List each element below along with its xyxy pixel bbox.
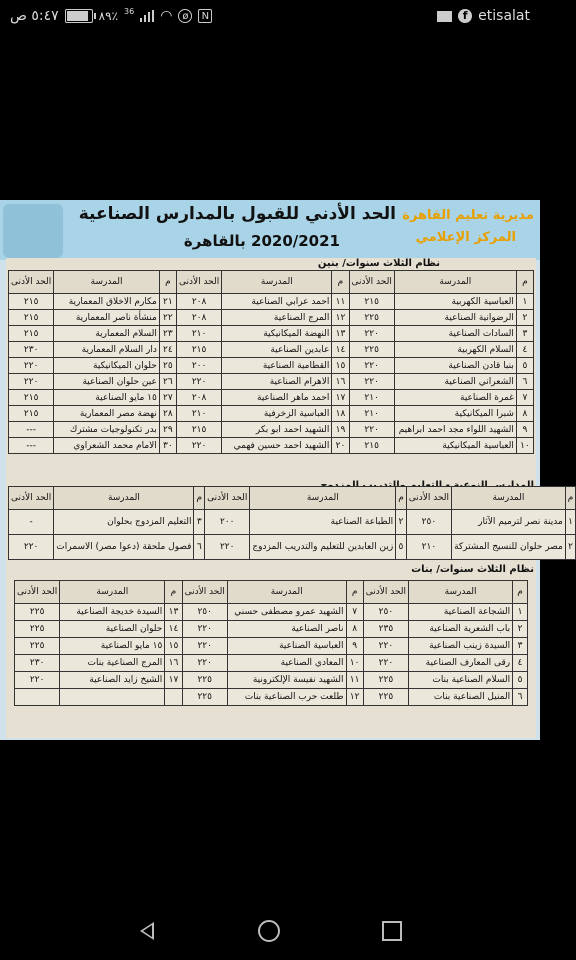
boys-table [8,270,534,454]
table-cell: المرج الصناعية بنات [60,655,165,672]
table-cell: ٢٦ [159,374,176,390]
table-cell: ٢١ [159,294,176,310]
table-cell: ٢١٥ [349,294,394,310]
table-cell: الشهيد احمد ابو بكر [222,422,332,438]
table-cell: ٢ [513,621,528,638]
table-cell: ناصر الصناعية [227,621,346,638]
posted-image[interactable] [0,200,574,740]
table-cell: المرج الصناعية [222,310,332,326]
table-cell: ٢٢٥ [15,621,60,638]
table-cell: ٢٢٥ [363,672,408,689]
table-cell: ٢١٠ [349,406,394,422]
table-cell: ٢١٥ [9,406,54,422]
column-header: الحد الأدنى [176,271,221,294]
table-cell: ٢٠ [332,438,349,454]
table-cell: ٣ [194,510,205,535]
table-cell: ٢٠٨ [176,310,221,326]
table-cell: الامام محمد الشعراوي [54,438,160,454]
table-cell: ٢٢٠ [182,638,227,655]
table-cell: ٢٣ [159,326,176,342]
column-header: الحد الأدنى [349,271,394,294]
table-cell: ٢٢٥ [182,689,227,706]
table-cell: ٨ [346,621,363,638]
table-cell: ٢٢٠ [205,535,250,560]
table-cell: ١٧ [165,672,182,689]
status-right [437,8,530,24]
table-cell: السادات الصناعية [394,326,516,342]
table-cell: ٣ [516,326,533,342]
table-cell: ١٣ [332,326,349,342]
table-cell: الشيخ زايد الصناعية [60,672,165,689]
table-cell: القطامية الصناعية [222,358,332,374]
table-cell: ٢٢٠ [349,374,394,390]
table-cell: النهضة الميكانيكية [222,326,332,342]
table-cell: ٢١٥ [176,422,221,438]
table-cell: ٢٥٠ [363,604,408,621]
table-cell: ٢٥٠ [406,510,451,535]
table-cell: غمرة الصناعية [394,390,516,406]
table-cell: الاهرام الصناعية [222,374,332,390]
table-cell: ١ [565,510,576,535]
table-cell: ٦ [513,689,528,706]
column-header: م [513,581,528,604]
table-cell: ١٧ [332,390,349,406]
section-label-girls: نظام الثلاث سنوات/ بنات [411,564,534,575]
column-header: المدرسة [250,487,396,510]
navigation-bar [0,900,540,960]
column-header: المدرسة [54,487,194,510]
table-cell: ٢٣٥ [363,621,408,638]
table-cell: ١٢ [332,310,349,326]
table-cell: الشهيد عمرو مصطفى حسني [227,604,346,621]
column-header: م [396,487,407,510]
signal-icon [140,10,154,22]
table-cell: ٣ [513,638,528,655]
column-header: م [565,487,576,510]
table-row [9,294,534,310]
table-cell: ٢ [565,535,576,560]
table-cell: - [9,510,54,535]
table-row [9,358,534,374]
status-left [10,8,212,24]
table-row [9,535,576,560]
column-header: الحد الأدنى [9,487,54,510]
table-cell: ٢٢٠ [349,358,394,374]
table-row [15,655,528,672]
table-cell: ٢١٥ [349,438,394,454]
table-cell: العباسية الميكانيكية [394,438,516,454]
table-row [9,406,534,422]
carrier-name: etisalat [478,8,530,24]
table-row [9,310,534,326]
column-header: المدرسة [54,271,160,294]
table-cell: الشهيد اللواء مجد احمد ابراهيم [394,422,516,438]
column-header: المدرسة [409,581,513,604]
table-cell: ٢٤ [159,342,176,358]
column-header: م [346,581,363,604]
table-cell: ٢٢٠ [182,621,227,638]
column-header: الحد الأدنى [205,487,250,510]
table-cell: ٢١٥ [9,390,54,406]
girls-table [14,580,528,706]
table-cell: الشجاعة الصناعية [409,604,513,621]
column-header: المدرسة [227,581,346,604]
column-header: م [332,271,349,294]
table-cell: ٢٩ [159,422,176,438]
media-center-name: المركز الإعلامي [415,230,516,245]
table-cell: ٢٢٥ [15,638,60,655]
table-cell: ١٠ [346,655,363,672]
table-cell: ٢٥ [159,358,176,374]
table-row [9,422,534,438]
table-cell: ٣٠ [159,438,176,454]
table-cell: ٢٥٠ [182,604,227,621]
table-cell: ٢٧ [159,390,176,406]
table-cell: ٢١٠ [406,535,451,560]
column-header: الحد الأدنى [406,487,451,510]
time-text: ٥:٤٧ ص [10,8,59,24]
facebook-icon: f [458,9,472,23]
directorate-logo [3,204,63,258]
table-cell: ٢٢٥ [15,604,60,621]
table-cell [15,689,60,706]
table-cell: مصر حلوان للنسيج المشتركة [452,535,566,560]
image-title: الحد الأدني للقبول بالمدارس الصناعية [78,204,396,224]
table-cell: ٢١٥ [9,326,54,342]
table-cell: ١ [516,294,533,310]
column-header: م [516,271,533,294]
table-row [15,672,528,689]
table-cell: عين حلوان الصناعية [54,374,160,390]
table-cell: منشأة ناصر المعمارية [54,310,160,326]
table-cell: السلام المعمارية [54,326,160,342]
table-cell: ٢٢٥ [363,689,408,706]
table-cell: السيدة زينب الصناعية [409,638,513,655]
table-cell: ١٥ مايو الصناعية [54,390,160,406]
table-cell: ٢٠٨ [176,294,221,310]
table-cell: ٢٢٠ [363,638,408,655]
table-cell: طلعت حرب الصناعية بنات [227,689,346,706]
column-header: م [159,271,176,294]
image-header [0,200,540,260]
table-cell: ١٥ [332,358,349,374]
battery-icon [65,9,93,23]
table-cell: باب الشعرية الصناعية [409,621,513,638]
table-cell: ٢ [396,510,407,535]
section-label-boys: نظام الثلاث سنوات/ بنين [317,258,440,269]
table-cell: ٢٢٠ [349,422,394,438]
table-cell: ٢٠٠ [205,510,250,535]
table-cell: ٢٨ [159,406,176,422]
table-cell: ٦ [194,535,205,560]
table-cell [60,689,165,706]
table-cell: الشهيد احمد حسين فهمي [222,438,332,454]
table-cell: السلام الكهربية [394,342,516,358]
table-cell: ٩ [516,422,533,438]
table-cell: ١٨ [332,406,349,422]
table-cell: العباسية الزخرفية [222,406,332,422]
table-cell: --- [9,438,54,454]
table-cell: ٢٢٠ [363,655,408,672]
table-cell: ٢١٥ [176,342,221,358]
table-cell: ١٠ [516,438,533,454]
table-cell: ٥ [396,535,407,560]
table-cell: ١١ [332,294,349,310]
image-subtitle: 2020/2021 بالقاهرة [183,232,340,250]
table-cell: ٢٢٠ [176,374,221,390]
table-cell: بدر تكنولوجيات مشترك [54,422,160,438]
column-header: الحد الأدنى [15,581,60,604]
table-cell: العباسية الصناعية [227,638,346,655]
table-cell: ١٢ [346,689,363,706]
table-cell: ٢٢٥ [349,342,394,358]
directorate-name: مديرية تعليم القاهرة [402,208,534,223]
table-cell: السلام الصناعية بنات [409,672,513,689]
nfc-icon: N [198,9,212,23]
table-cell: ٩ [346,638,363,655]
table-cell: مكارم الاخلاق المعمارية [54,294,160,310]
table-cell: عابدين الصناعية [222,342,332,358]
table-cell: المعادي الصناعية [227,655,346,672]
table-row [15,621,528,638]
table-cell: ٨ [516,406,533,422]
table-cell: ٢٣٠ [15,655,60,672]
table-cell: ٢١٥ [9,294,54,310]
table-cell: ٧ [346,604,363,621]
column-header: المدرسة [60,581,165,604]
table-row [9,510,576,535]
table-cell: حلوان الميكانيكية [54,358,160,374]
table-row [15,689,528,706]
table-row [9,374,534,390]
table-cell: ٢٢٠ [9,374,54,390]
column-header: الحد الأدنى [9,271,54,294]
network-type: 36 [124,6,135,16]
table-cell: ١٦ [165,655,182,672]
table-cell: ١٥ [165,638,182,655]
table-row [9,326,534,342]
table-cell: احمد عرابي الصناعية [222,294,332,310]
home-icon[interactable] [258,920,280,942]
table-cell: الشعراني الصناعية [394,374,516,390]
table-cell: ٢٢٠ [9,358,54,374]
table-cell: ١٦ [332,374,349,390]
table-cell: ٧ [516,390,533,406]
table-cell: ٢١٠ [176,326,221,342]
table-cell: ٢١٠ [349,390,394,406]
table-cell: ٢٠٨ [176,390,221,406]
table-cell: العباسية الكهربية [394,294,516,310]
table-cell: ٢٢٠ [15,672,60,689]
table-cell: احمد ماهر الصناعية [222,390,332,406]
recent-apps-icon[interactable] [382,921,402,941]
table-cell: ٥ [513,672,528,689]
table-cell: الرضوانية الصناعية [394,310,516,326]
table-cell: المنيل الصناعية بنات [409,689,513,706]
wifi-icon: ◠ [160,8,173,24]
results-paper [6,258,574,738]
table-cell: ٢٢٥ [182,672,227,689]
battery-percent: ٨٩٪ [98,9,119,23]
column-header: المدرسة [452,487,566,510]
table-cell: زين العابدين للتعليم والتدريب المزدوج [250,535,396,560]
table-cell: ٢٢٠ [182,655,227,672]
table-cell: الطباعة الصناعية [250,510,396,535]
dual-table [8,486,576,560]
table-row [15,638,528,655]
table-cell: ٢٠٠ [176,358,221,374]
table-cell: ٢٢ [159,310,176,326]
status-bar [0,0,540,34]
table-cell: ٤ [513,655,528,672]
table-cell: رقى المعارف الصناعية [409,655,513,672]
table-cell: نهضة مصر المعمارية [54,406,160,422]
table-cell: ١١ [346,672,363,689]
table-cell: السيدة خديجة الصناعية [60,604,165,621]
table-row [9,390,534,406]
table-cell: ٢ [516,310,533,326]
table-cell: شبرا الميكانيكية [394,406,516,422]
table-header-row [15,581,528,604]
table-cell: ٢١٠ [176,406,221,422]
back-icon[interactable] [140,922,154,940]
table-row [15,604,528,621]
table-cell: ٦ [516,374,533,390]
table-cell: ١٩ [332,422,349,438]
table-cell: الشهيد نفيسة الإلكترونية [227,672,346,689]
table-cell: ٢٢٠ [176,438,221,454]
table-cell: التعليم المزدوج بحلوان [54,510,194,535]
column-header: المدرسة [222,271,332,294]
column-header: م [194,487,205,510]
table-cell: ٥ [516,358,533,374]
table-header-row [9,271,534,294]
table-cell: دار السلام المعمارية [54,342,160,358]
table-cell: --- [9,422,54,438]
column-header: م [165,581,182,604]
mail-icon [437,11,452,22]
table-cell: ١٤ [332,342,349,358]
table-cell: ٢٣٠ [9,342,54,358]
table-cell: ١٣ [165,604,182,621]
table-cell: ٢١٥ [9,310,54,326]
column-header: الحد الأدنى [182,581,227,604]
table-row [9,438,534,454]
table-cell [165,689,182,706]
table-cell: ١٤ [165,621,182,638]
table-cell: ١ [513,604,528,621]
table-cell: فصول ملحقة (دعوا مصر) الاسمرات [54,535,194,560]
table-cell: ٢٢٠ [349,326,394,342]
table-cell: ٢٢٥ [349,310,394,326]
table-cell: ٤ [516,342,533,358]
column-header: الحد الأدنى [363,581,408,604]
alarm-icon: ø [178,9,192,23]
table-header-row [9,487,576,510]
table-row [9,342,534,358]
table-cell: ٢٢٠ [9,535,54,560]
column-header: المدرسة [394,271,516,294]
table-cell: مدينة نصر لترميم الآثار [452,510,566,535]
table-cell: ١٥ مايو الصناعية [60,638,165,655]
table-cell: بنبا قادن الصناعية [394,358,516,374]
table-cell: حلوان الصناعية [60,621,165,638]
